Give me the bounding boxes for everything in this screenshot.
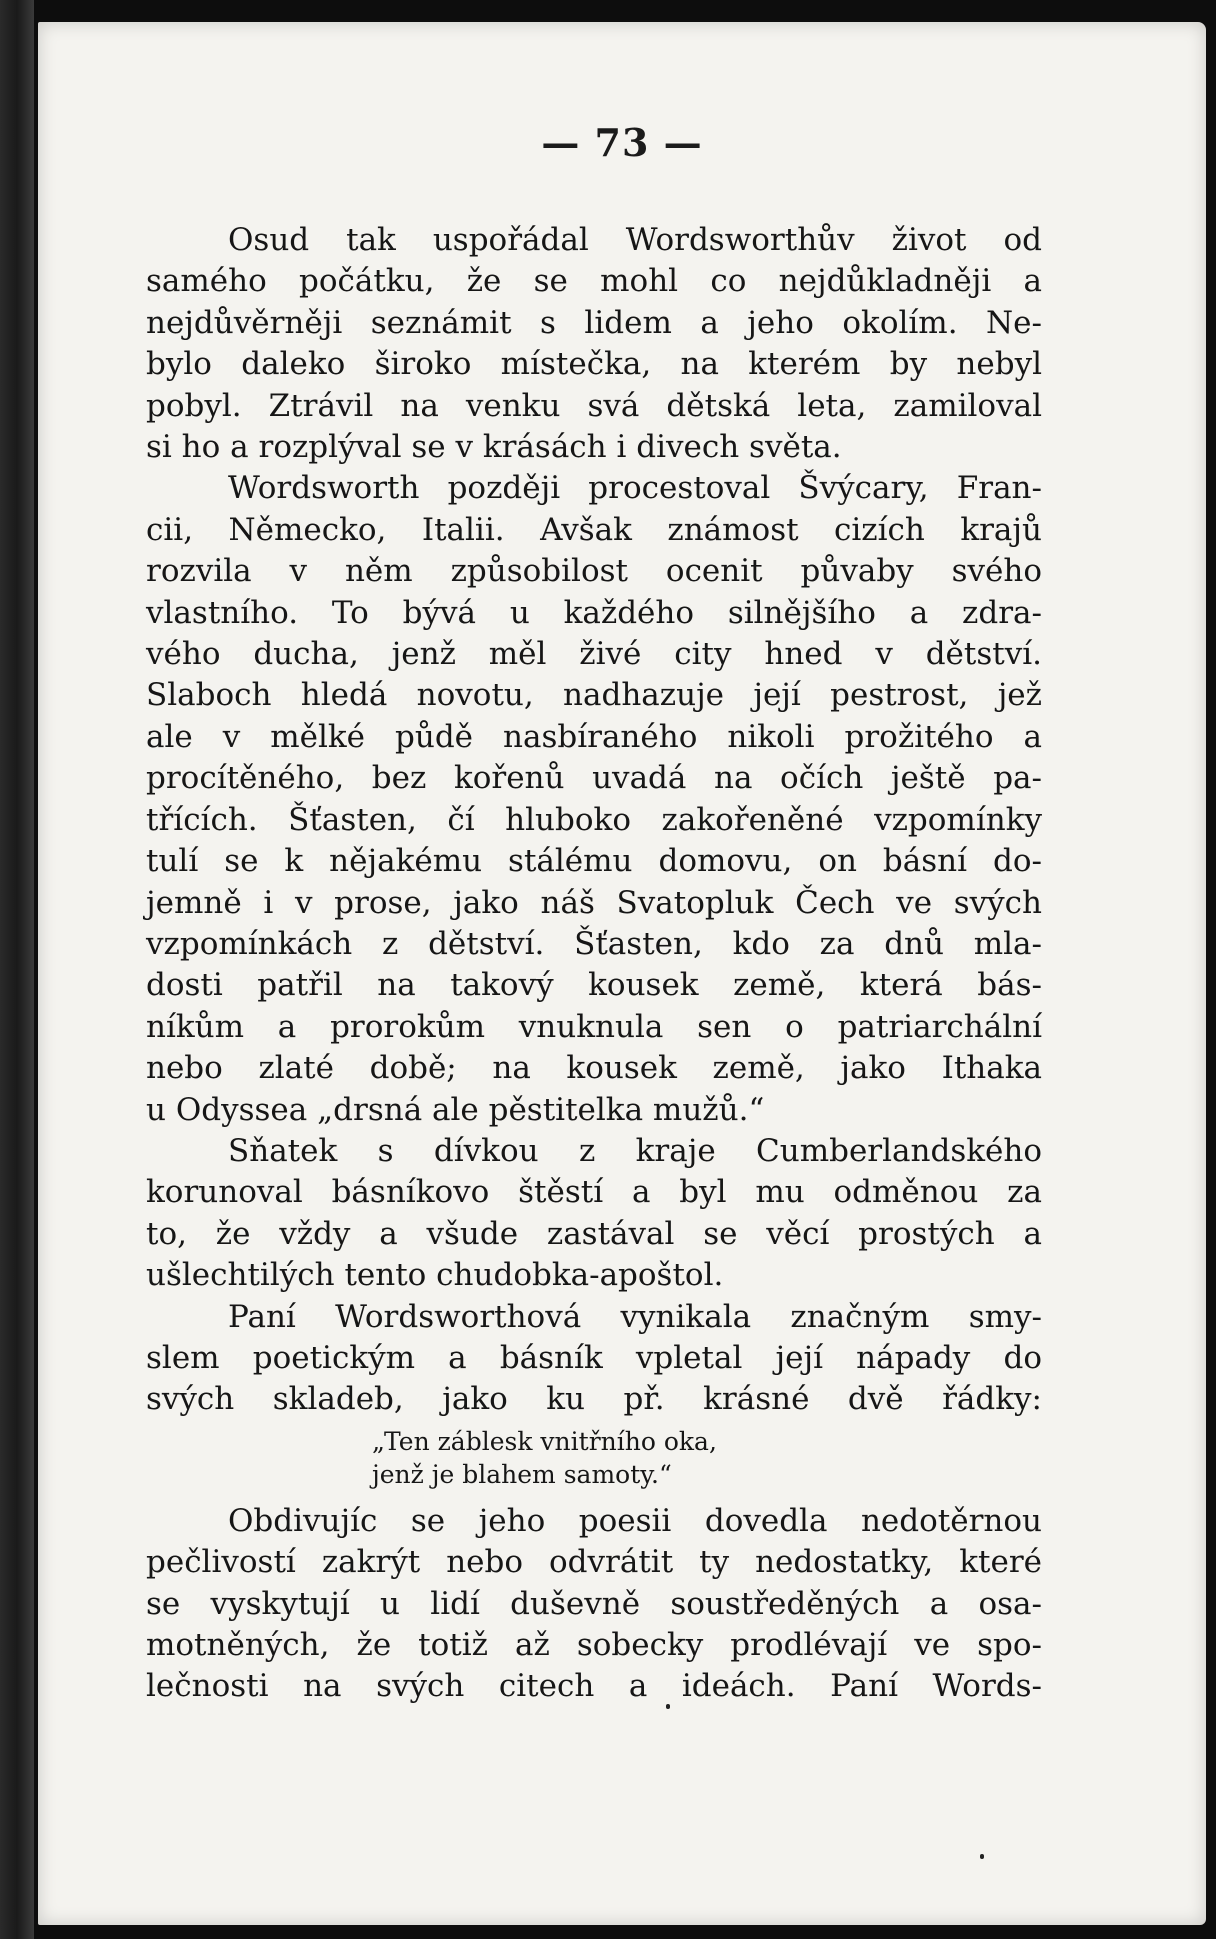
text-line: Obdivujíc se jeho poesii dovedla nedotěrnou <box>228 1502 1042 1539</box>
text-line: pečlivostí zakrýt nebo odvrátit ty nedostatky, které <box>146 1544 1042 1581</box>
text-line: dosti patřil na takový kousek země, která bás- <box>146 967 1042 1004</box>
text-line: svých skladeb, jako ku př. krásné dvě řádky: <box>146 1381 1042 1418</box>
text-line: vlastního. To bývá u každého silnějšího a zdra- <box>146 594 1042 631</box>
text-line: nebo zlaté době; na kousek země, jako Ithaka <box>146 1050 1042 1087</box>
print-speck <box>666 1704 670 1709</box>
text-line: korunoval básníkovo štěstí a byl mu odměnou za <box>146 1174 1042 1211</box>
text-line: ale v mělké půdě nasbíraného nikoli prožitého a <box>146 718 1042 755</box>
text-line: lečnosti na svých citech a ideách. Paní Words- <box>146 1668 1042 1705</box>
body-text <box>146 220 1042 1708</box>
text-line: Sňatek s dívkou z kraje Cumberlandského <box>228 1132 1042 1169</box>
text-line: si ho a rozplýval se v krásách i divech světa. <box>146 429 842 466</box>
text-line: u Odyssea „drsná ale pěstitelka mužů.“ <box>146 1091 765 1128</box>
text-line: rozvila v něm způsobilost ocenit půvaby svého <box>146 553 1042 590</box>
verse-line: „Ten záblesk vnitřního oka, <box>372 1426 717 1456</box>
text-line: cii, Německo, Italii. Avšak známost cizích krajů <box>146 511 1042 548</box>
verse-line: jenž je blahem samoty.“ <box>372 1459 672 1489</box>
book-page <box>38 22 1206 1925</box>
quoted-verse <box>372 1425 1042 1491</box>
text-line: třících. Šťasten, čí hluboko zakořeněné vzpomínky <box>146 801 1042 838</box>
text-line: nejdůvěrněji seznámit s lidem a jeho okolím. Ne- <box>146 304 1042 341</box>
text-line: Wordsworth později procestoval Švýcary, Fran- <box>228 470 1042 507</box>
text-line: bylo daleko široko místečka, na kterém by nebyl <box>146 346 1042 383</box>
text-line: procítěného, bez kořenů uvadá na očích ještě pa- <box>146 760 1042 797</box>
text-line: motněných, že totiž až sobecky prodlévají ve spo- <box>146 1627 1042 1663</box>
page-number: — 73 — <box>541 120 703 165</box>
text-line: to, že vždy a všude zastával se věcí prostých a <box>146 1215 1042 1252</box>
text-line: pobyl. Ztrávil na venku svá dětská leta, zamiloval <box>146 387 1042 424</box>
text-line: samého počátku, že se mohl co nejdůkladněji a <box>146 263 1042 300</box>
text-line: Osud tak uspořádal Wordsworthův život od <box>228 222 1042 258</box>
book-binding-edge <box>0 0 34 1939</box>
text-line: Slaboch hledá novotu, nadhazuje její pestrost, jež <box>146 677 1042 714</box>
text-line: Paní Wordsworthová vynikala značným smy- <box>228 1298 1042 1335</box>
text-line: se vyskytují u lidí duševně soustředěných a osa- <box>146 1585 1042 1622</box>
text-line: vzpomínkách z dětství. Šťasten, kdo za dnů mla- <box>146 925 1042 962</box>
text-line: tulí se k nějakému stálému domovu, on básní do- <box>146 843 1042 880</box>
print-speck <box>980 1854 984 1859</box>
text-line: ušlechtilých tento chudobka-apoštol. <box>146 1257 724 1294</box>
text-line: níkům a prorokům vnuknula sen o patriarchální <box>146 1008 1042 1045</box>
text-line: vého ducha, jenž měl živé city hned v dětství. <box>146 636 1042 673</box>
text-line: jemně i v prose, jako náš Svatopluk Čech ve svých <box>146 884 1042 921</box>
text-line: slem poetickým a básník vpletal její nápady do <box>146 1339 1042 1376</box>
